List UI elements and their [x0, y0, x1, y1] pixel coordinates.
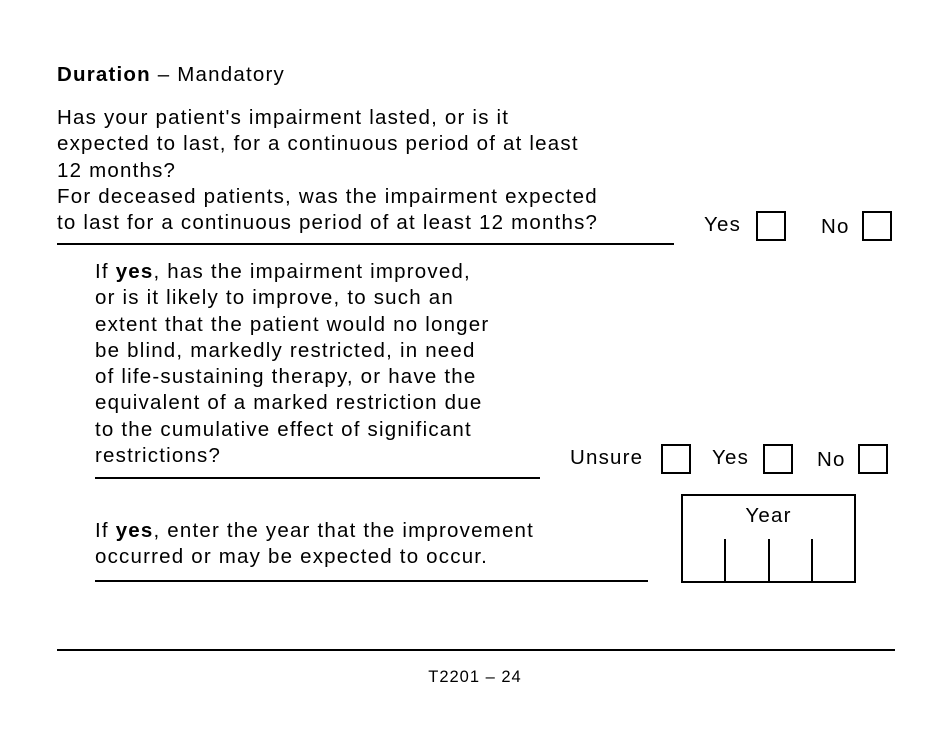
year-digit-divider	[811, 539, 813, 583]
year-digit-divider	[724, 539, 726, 583]
duration-no-checkbox[interactable]	[862, 211, 892, 241]
question-line: If yes, enter the year that the improvement	[95, 519, 535, 542]
question-line: equivalent of a marked restriction due	[95, 391, 483, 415]
question-line: extent that the patient would no longer	[95, 312, 490, 336]
year-label: Year	[745, 504, 792, 527]
question-line: to the cumulative effect of significant	[95, 417, 472, 441]
improvement-no-checkbox[interactable]	[858, 444, 888, 474]
question-line: of life-sustaining therapy, or have the	[95, 365, 477, 389]
question-line: expected to last, for a continuous period of at least	[57, 132, 579, 156]
question-line: occurred or may be expected to occur.	[95, 545, 489, 569]
no-label: No	[821, 215, 850, 238]
yes-label: Yes	[712, 446, 750, 469]
page-code: T2201 – 24	[428, 668, 522, 686]
improvement-unsure-checkbox[interactable]	[661, 444, 691, 474]
question-line: If yes, has the impairment improved,	[95, 260, 471, 283]
year-field[interactable]	[681, 494, 856, 583]
answer-underline	[57, 243, 674, 245]
answer-underline	[95, 477, 540, 479]
question-line: to last for a continuous period of at least 12 months?	[57, 211, 599, 235]
no-label: No	[817, 448, 846, 471]
footer-divider	[57, 649, 895, 651]
question-improvement	[95, 259, 489, 469]
year-digit-divider	[768, 539, 770, 583]
question-line: For deceased patients, was the impairment expected	[57, 184, 598, 208]
unsure-label: Unsure	[570, 446, 644, 469]
section-title: Duration – Mandatory	[57, 63, 285, 86]
question-line: or is it likely to improve, to such an	[95, 286, 454, 310]
answer-underline	[95, 580, 648, 582]
yes-label: Yes	[704, 213, 742, 236]
question-line: restrictions?	[95, 444, 222, 468]
question-line: be blind, markedly restricted, in need	[95, 338, 476, 362]
improvement-yes-checkbox[interactable]	[763, 444, 793, 474]
duration-yes-checkbox[interactable]	[756, 211, 786, 241]
question-duration	[57, 105, 598, 236]
question-line: 12 months?	[57, 158, 177, 182]
question-line: Has your patient's impairment lasted, or is it	[57, 106, 510, 129]
question-year	[95, 518, 534, 571]
